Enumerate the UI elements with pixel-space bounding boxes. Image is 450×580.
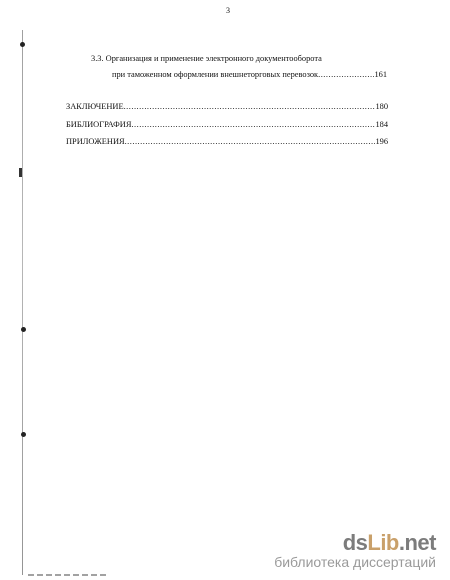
toc-entry-bibliography-label: БИБЛИОГРАФИЯ: [66, 120, 132, 129]
toc-entry-appendices-label: ПРИЛОЖЕНИЯ: [66, 137, 125, 146]
toc-entry-conclusion-page: 180: [375, 102, 388, 111]
toc-leader-dots: [318, 69, 374, 80]
toc-entry-conclusion-label: ЗАКЛЮЧЕНИЕ: [66, 102, 124, 111]
toc-entry-3-3-text: при таможенном оформлении внешнеторговых перевозок: [112, 70, 319, 79]
punch-hole-mark: [21, 432, 26, 437]
toc-entry-3-3-continuation: [112, 69, 387, 80]
toc-entry-appendices: [66, 136, 388, 147]
scan-artifact-tick: [19, 168, 22, 177]
toc-leader-dots: [125, 136, 376, 147]
toc-entry-appendices-page: 196: [375, 137, 388, 146]
dslib-watermark: [274, 530, 436, 570]
toc-entry-bibliography: [66, 119, 388, 130]
dslib-subtitle: библиотека диссертаций: [274, 554, 436, 570]
toc-leader-dots: [124, 101, 376, 112]
toc-leader-dots: [131, 119, 375, 130]
dslib-logo: dsLib.net: [342, 530, 436, 555]
scan-binding-edge: [22, 30, 23, 575]
punch-hole-mark: [21, 327, 26, 332]
toc-entry-conclusion: [66, 101, 388, 112]
scan-artifact-line: [28, 574, 108, 576]
toc-entry-3-3-title: 3.3. Организация и применение электронного документооборота: [91, 54, 322, 63]
punch-hole-mark: [20, 42, 25, 47]
page-number: 3: [226, 6, 230, 15]
toc-entry-3-3-page: 161: [374, 70, 387, 79]
toc-entry-bibliography-page: 184: [375, 120, 388, 129]
